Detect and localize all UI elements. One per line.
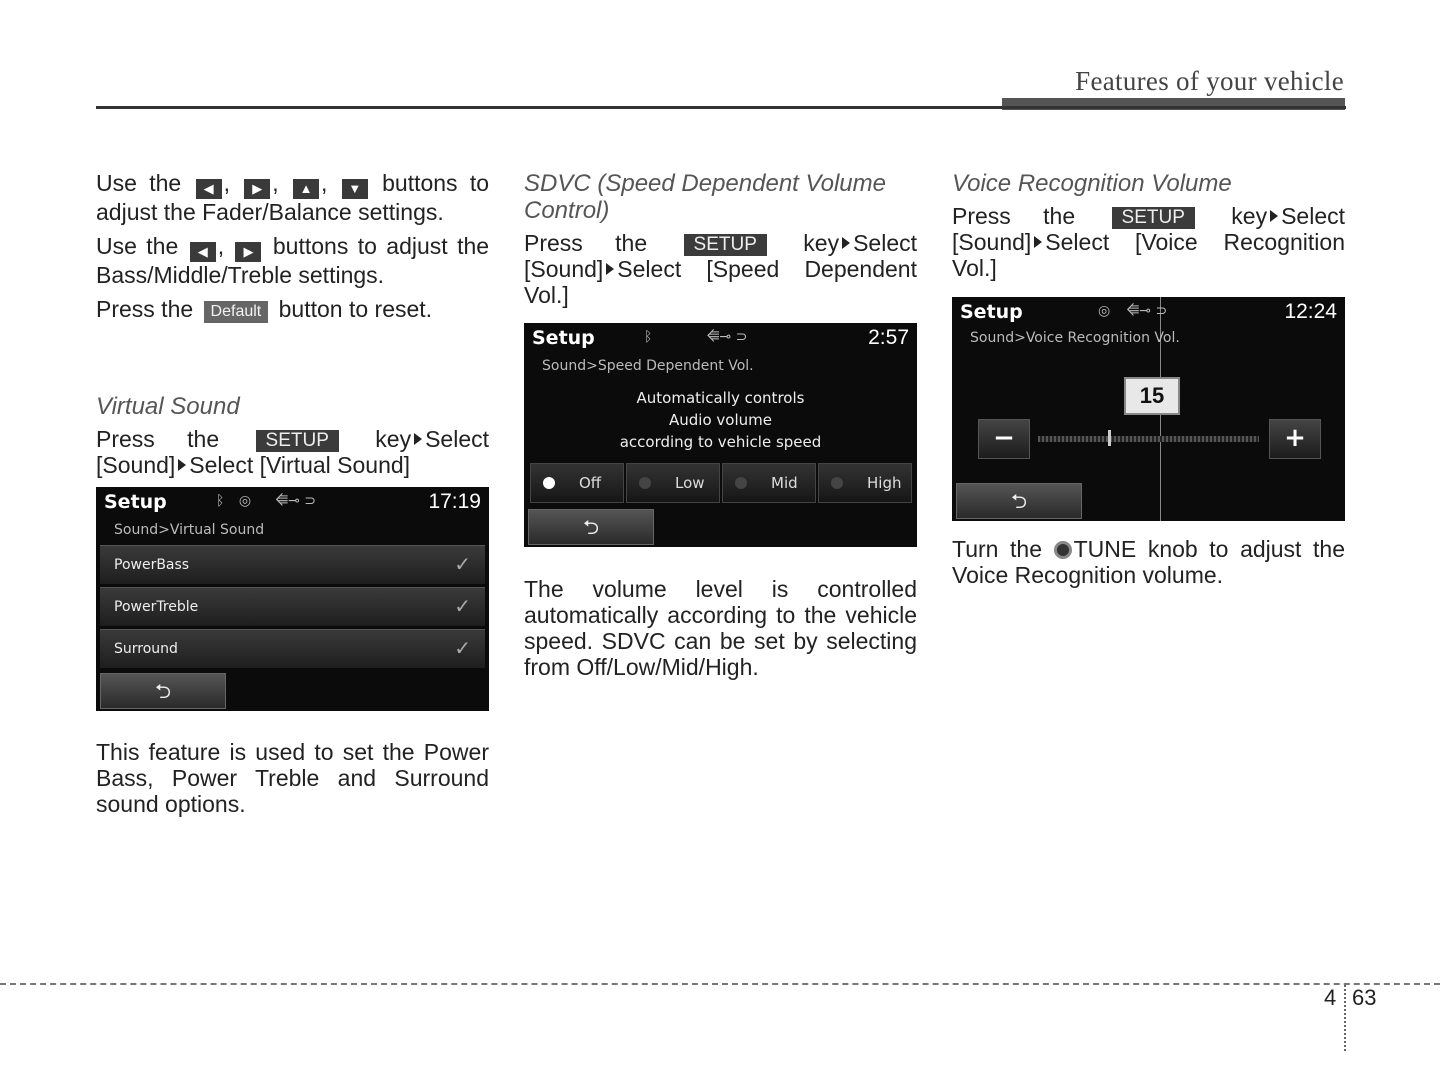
volume-up-button[interactable]: + — [1269, 419, 1321, 459]
back-arrow-icon: ⮌ — [154, 679, 172, 703]
volume-value: 15 — [1124, 377, 1180, 415]
virtual-sound-screen — [96, 487, 489, 711]
bluetooth-icon: ᛒ — [644, 329, 653, 345]
right-arrow-icon: ▶ — [235, 242, 261, 262]
sdvc-heading: SDVC (Speed Dependent Volume Control) — [524, 170, 886, 224]
bass-treble-text: Use the ◀ , ▶ buttons to adjust the Bass/Middle/Treble settings. — [96, 233, 490, 288]
page-header-title: Features of your vehicle — [1075, 66, 1344, 96]
back-button[interactable] — [528, 509, 654, 545]
up-arrow-icon: ▲ — [293, 179, 319, 199]
virtual-sound-description: This feature is used to set the Power Bass, Power Treble and Surround sound options. — [96, 739, 489, 817]
message-line-2: Audio volume — [669, 411, 772, 429]
clock: 17:19 — [428, 490, 481, 513]
usb-icon: ⭅⊸ ⊃ — [1126, 303, 1168, 319]
clock: 12:24 — [1284, 300, 1337, 323]
radio-icon — [735, 477, 747, 489]
voice-recognition-instructions: Press the SETUP key Select [Sound] Select [Voice Recognition Vol.] — [952, 203, 1346, 281]
back-button[interactable] — [100, 673, 226, 709]
footer-dashed-rule — [0, 983, 1440, 985]
arrow-right-icon — [1270, 210, 1278, 222]
gps-icon: ◎ — [1098, 303, 1111, 319]
screen-title: Setup — [532, 327, 595, 349]
radio-icon — [639, 477, 651, 489]
bluetooth-icon: ᛒ — [216, 493, 225, 509]
option-off[interactable]: Off — [530, 463, 624, 503]
option-mid[interactable]: Mid — [722, 463, 816, 503]
check-icon: ✓ — [454, 636, 471, 660]
arrow-right-icon — [414, 433, 422, 445]
list-item-powertreble[interactable]: PowerTreble ✓ — [100, 587, 485, 626]
arrow-right-icon — [606, 263, 614, 275]
usb-icon: ⭅⊸ ⊃ — [706, 329, 748, 345]
check-icon: ✓ — [454, 552, 471, 576]
voice-recognition-screen — [952, 297, 1345, 521]
virtual-sound-instructions: Press the SETUP key Select [Sound] Select [Virtual Sound] — [96, 426, 490, 478]
volume-slider-thumb[interactable] — [1108, 430, 1111, 446]
option-high[interactable]: High — [818, 463, 912, 503]
sdvc-description: The volume level is controlled automatically according to the vehicle speed. SDVC can be set by selecting from Off/Low/Mid/High. — [524, 576, 917, 680]
back-arrow-icon: ⮌ — [582, 515, 600, 539]
column-1 — [96, 170, 489, 486]
check-icon: ✓ — [454, 594, 471, 618]
setup-key-badge: SETUP — [684, 234, 767, 256]
back-arrow-icon: ⮌ — [1010, 489, 1028, 513]
message-line-3: according to vehicle speed — [619, 433, 822, 451]
list-item-powerbass[interactable]: PowerBass ✓ — [100, 545, 485, 584]
volume-slider[interactable] — [1038, 436, 1259, 442]
breadcrumb: Sound>Virtual Sound — [114, 522, 265, 538]
breadcrumb: Sound>Speed Dependent Vol. — [542, 358, 754, 374]
setup-key-badge: SETUP — [256, 430, 339, 452]
reset-text: Press the Default button to reset. — [96, 296, 433, 322]
left-arrow-icon: ◀ — [196, 179, 222, 199]
option-low[interactable]: Low — [626, 463, 720, 503]
gps-icon: ◎ — [238, 493, 252, 509]
default-button-badge: Default — [204, 301, 269, 323]
back-button[interactable] — [956, 483, 1082, 519]
arrow-right-icon — [178, 459, 186, 471]
column-3 — [952, 170, 1345, 289]
virtual-sound-heading: Virtual Sound — [96, 393, 240, 420]
chapter-number: 4 — [1324, 985, 1337, 1010]
arrow-right-icon — [1034, 236, 1042, 248]
setup-key-badge: SETUP — [1112, 207, 1195, 229]
voice-recognition-description: Turn the TUNE knob to adjust the Voice Recognition volume. — [952, 536, 1346, 588]
page-number-separator — [1344, 985, 1346, 1051]
radio-icon — [831, 477, 843, 489]
voice-recognition-heading: Voice Recognition Volume — [952, 170, 1232, 197]
page-number: 63 — [1352, 985, 1377, 1010]
screen-title: Setup — [960, 301, 1023, 323]
breadcrumb: Sound>Voice Recognition Vol. — [970, 330, 1180, 346]
tune-knob-icon — [1054, 541, 1072, 559]
screen-title: Setup — [104, 491, 167, 513]
down-arrow-icon: ▼ — [342, 179, 368, 199]
column-2 — [524, 170, 917, 316]
clock: 2:57 — [868, 326, 909, 349]
left-arrow-icon: ◀ — [190, 242, 216, 262]
fader-balance-text: Use the ◀ , ▶ , ▲ , ▼ buttons to adjust the Fader/Balance settings. — [96, 170, 490, 225]
header-rule — [96, 106, 1346, 109]
message-line-1: Automatically controls — [636, 389, 805, 407]
sdvc-instructions: Press the SETUP key Select [Sound] Select [Speed Dependent Vol.] — [524, 230, 918, 308]
radio-icon — [543, 477, 555, 489]
volume-down-button[interactable]: − — [978, 419, 1030, 459]
usb-icon: ⭅⊸ ⊃ — [275, 493, 317, 509]
right-arrow-icon: ▶ — [244, 179, 270, 199]
arrow-right-icon — [842, 237, 850, 249]
list-item-surround[interactable]: Surround ✓ — [100, 629, 485, 668]
sdvc-screen — [524, 323, 917, 547]
